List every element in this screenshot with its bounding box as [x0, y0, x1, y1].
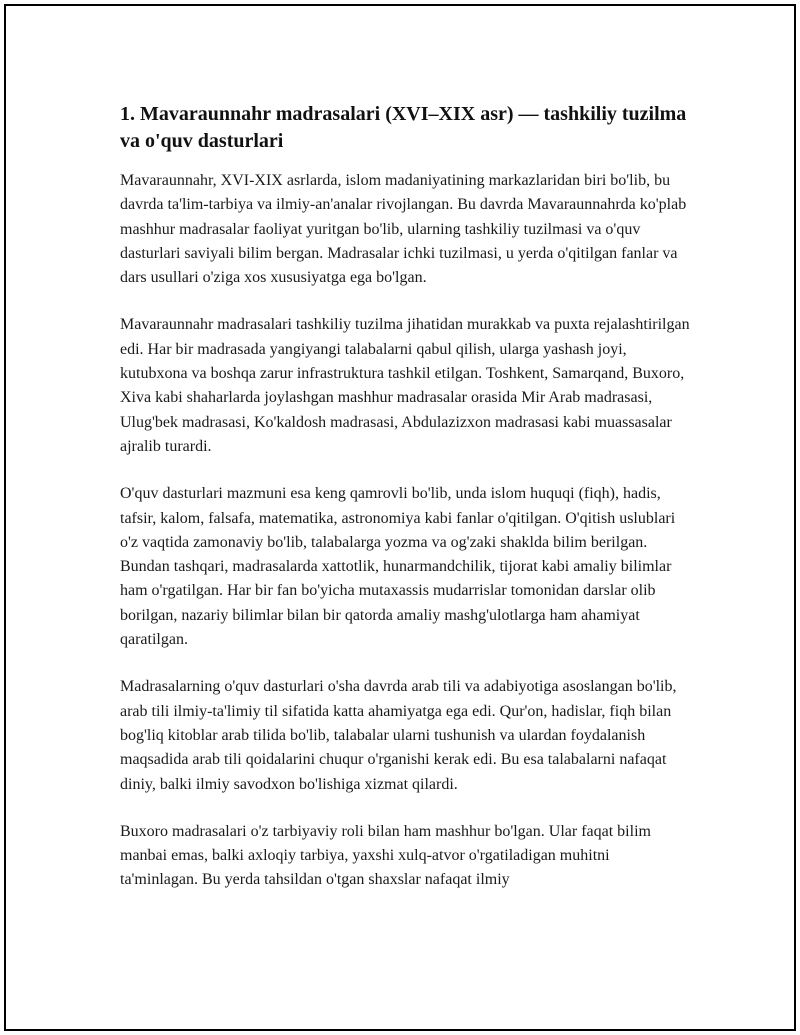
paragraph-1: Mavaraunnahr, XVI-XIX asrlarda, islom madaniyatining markazlaridan biri bo'lib, bu davrda ta'lim-tarbiya va ilmiy-an'analar rivojlangan. Bu davrda Mavaraunnahrda ko'plab mashhur madrasalar faoliyat yuritgan bo'lib, ularning tashkiliy tuzilmasi va o'quv dasturlari saviyali bilim bergan. Madrasalar ichki tuzilmasi, u yerda o'qitilgan fanlar va dars usullari o'ziga xos xususiyatga ega bo'lgan.	[120, 172, 687, 287]
paragraph-3: O'quv dasturlari mazmuni esa keng qamrovli bo'lib, unda islom huquqi (fiqh), hadis, tafsir, kalom, falsafa, matematika, astronomiya kabi fanlar o'qitilgan. O'qitish uslublari o'z vaqtida zamonaviy bo'lib, talabalarga yozma va og'zaki shaklda bilim berilgan. Bundan tashqari, madrasalarda xattotlik, hunarmandchilik, tijorat kabi amaliy bilimlar ham o'rgatilgan. Har bir fan bo'yicha mutaxassis mudarrislar tomonidan darslar olib borilgan, nazariy bilimlar bilan bir qatorda amaliy mashg'ulotlarga ham ahamiyat qaratilgan.	[120, 485, 676, 649]
paragraph-4: Madrasalarning o'quv dasturlari o'sha davrda arab tili va adabiyotiga asoslangan bo'lib, arab tili ilmiy-ta'limiy til sifatida katta ahamiyatga ega edi. Qur'on, hadislar, fiqh bilan bog'liq kitoblar arab tilida bo'lib, talabalar ularni tushunish va ulardan foydalanish maqsadida arab tili qoidalarini chuqur o'rganishi kerak edi. Bu esa talabalarni nafaqat diniy, balki ilmiy savodxon bo'lishiga xizmat qilardi.	[120, 678, 677, 793]
document-body	[120, 101, 690, 916]
section-title: 1. Mavaraunnahr madrasalari (XVI–XIX asr) — tashkiliy tuzilma va o'quv dasturlari	[120, 103, 687, 152]
page-frame	[4, 4, 796, 1031]
paragraph-5: Buxoro madrasalari o'z tarbiyaviy roli bilan ham mashhur bo'lgan. Ular faqat bilim manbai emas, balki axloqiy tarbiya, yaxshi xulq-atvor o'rgatiladigan muhitni ta'minlagan. Bu yerda tahsildan o'tgan shaxslar nafaqat ilmiy	[120, 822, 651, 889]
paragraph-2: Mavaraunnahr madrasalari tashkiliy tuzilma jihatidan murakkab va puxta rejalashtirilgan edi. Har bir madrasada yangiyangi talabalarni qabul qilish, ularga yashash joyi, kutubxona va boshqa zarur infrastruktura tashkil etilgan. Toshkent, Samarqand, Buxoro, Xiva kabi shaharlarda joylashgan mashhur madrasalar orasida Mir Arab madrasasi, Ulug'bek madrasasi, Ko'kaldosh madrasasi, Abdulazizxon madrasasi kabi muassasalar ajralib turardi.	[120, 316, 690, 455]
